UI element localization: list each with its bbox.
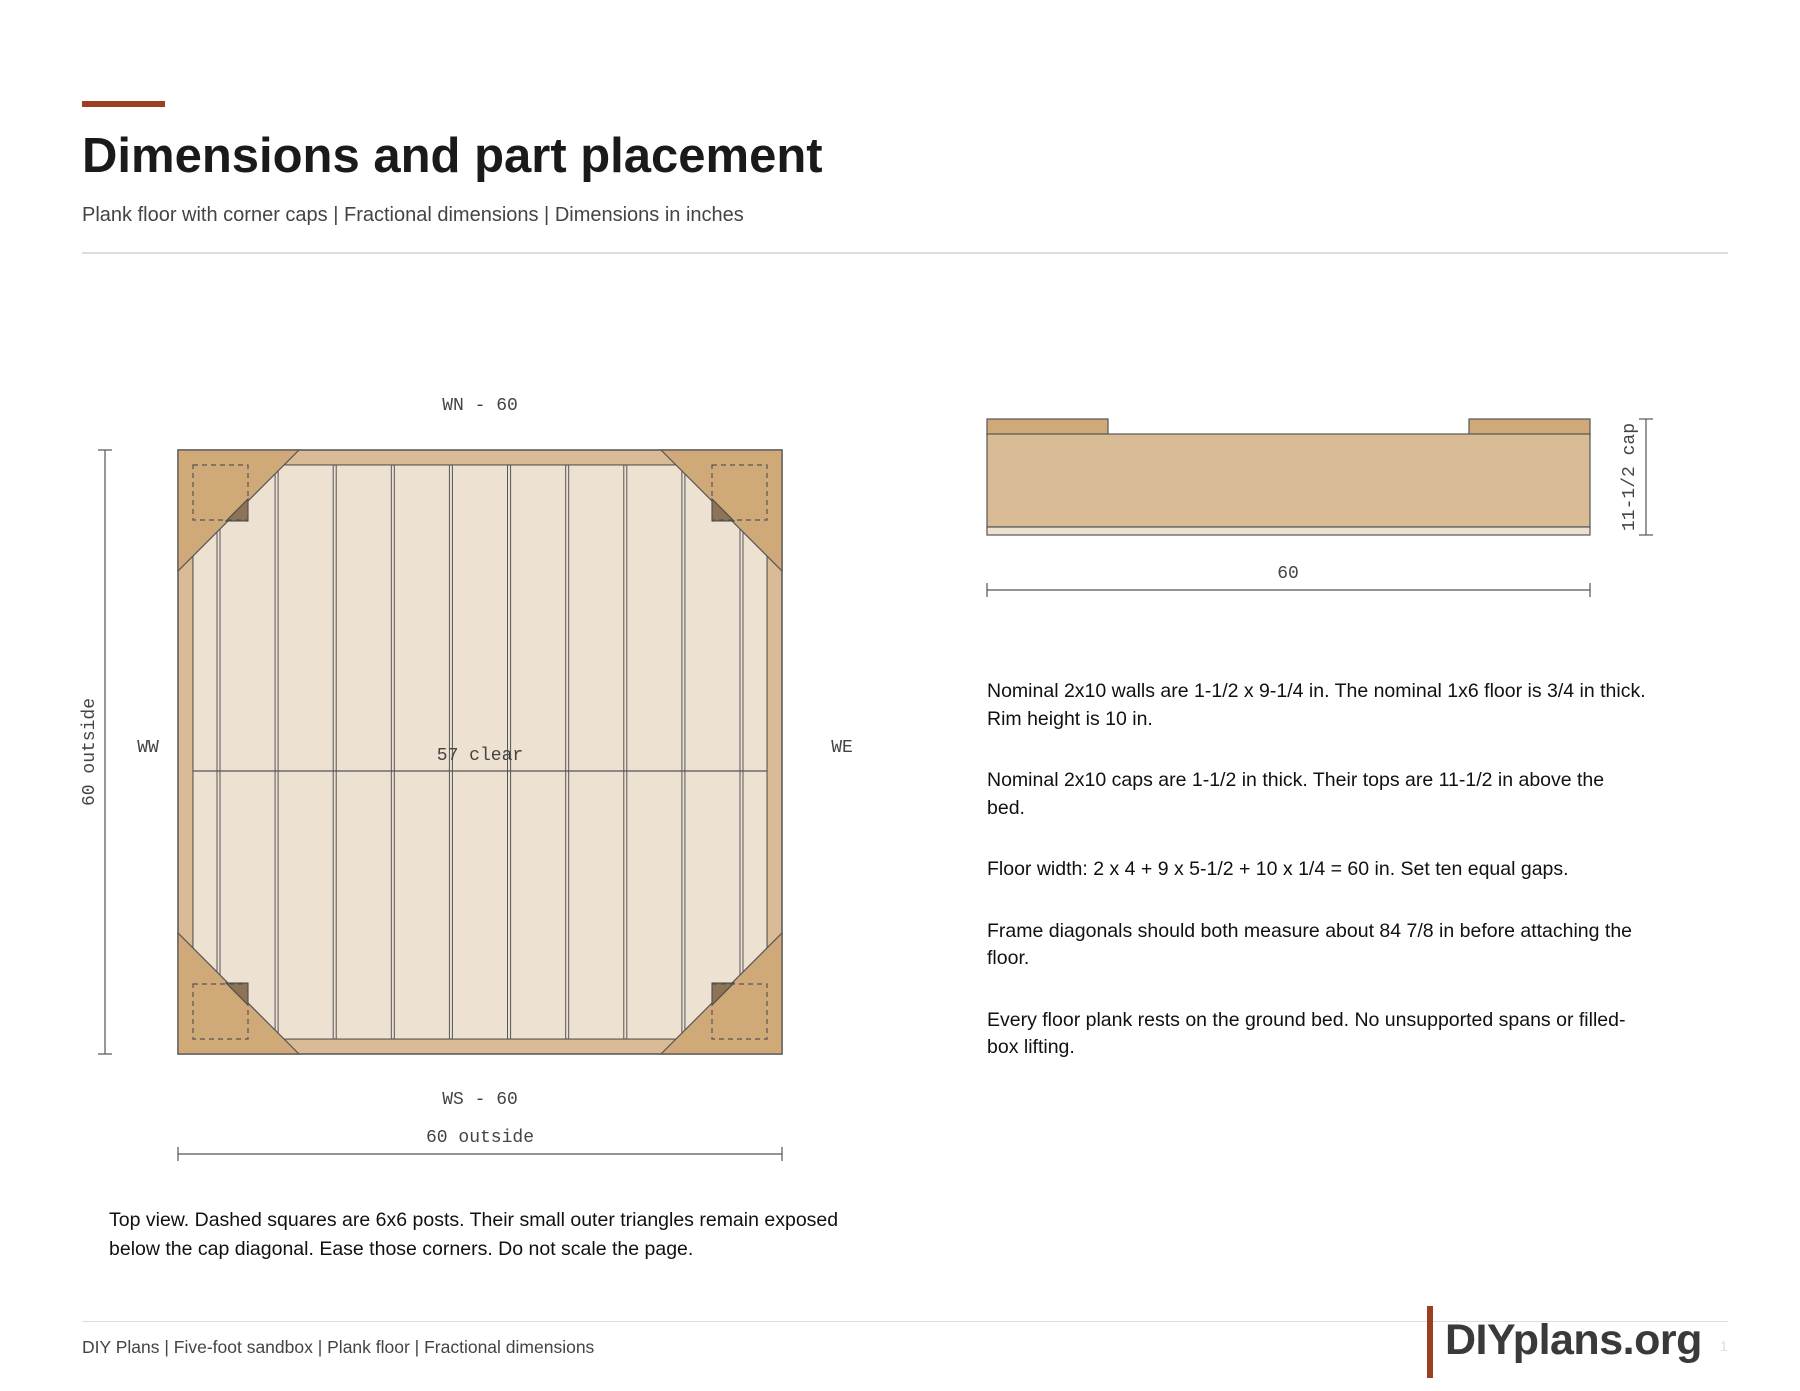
dim-height-label: 60 outside: [80, 697, 100, 807]
note-caps: Nominal 2x10 caps are 1-1/2 in thick. Their tops are 11-1/2 in above the bed.: [987, 769, 1605, 819]
side-wall: [987, 434, 1590, 527]
footer-text: DIY Plans | Five-foot sandbox | Plank floor | Fractional dimensions: [82, 1337, 595, 1357]
side-dim-length-label: 60: [1277, 564, 1299, 584]
dim-width-label: 60 outside: [425, 1128, 535, 1148]
label-south-wall: WS - 60: [442, 1090, 518, 1110]
label-clear-width: 57 clear: [436, 746, 524, 766]
side-dim-height-label: 11-1/2 cap: [1620, 422, 1640, 532]
top-view-caption: Top view. Dashed squares are 6x6 posts. Their small outer triangles remain exposed below the cap diagonal. Ease those corners. Do not scale the page.: [109, 1209, 839, 1260]
page-title: Dimensions and part placement: [82, 129, 823, 183]
side-cap-left: [987, 419, 1108, 435]
floor-plank: [336, 465, 391, 1039]
floor-plank: [220, 465, 275, 1039]
note-walls: Nominal 2x10 walls are 1-1/2 x 9-1/4 in. The nominal 1x6 floor is 3/4 in thick. Rim height is 10 in.: [987, 680, 1646, 730]
note-diagonals: Frame diagonals should both measure about 84 7/8 in before attaching the floor.: [987, 919, 1633, 969]
label-east-wall: WE: [831, 738, 853, 758]
site-logo[interactable]: DIYplans.org: [1445, 1316, 1702, 1364]
notes: [987, 678, 1647, 1096]
logo-accent-bar: [1427, 1306, 1433, 1378]
top-view: [80, 396, 853, 1161]
label-north-wall: WN - 60: [442, 396, 518, 416]
floor-plank: [685, 465, 740, 1039]
side-view: [987, 419, 1653, 597]
side-cap-right: [1469, 419, 1590, 435]
page-subtitle: Plank floor with corner caps | Fractional dimensions | Dimensions in inches: [82, 204, 744, 226]
page-number: 1: [1720, 1338, 1728, 1354]
note-floor-width: Floor width: 2 x 4 + 9 x 5-1/2 + 10 x 1/4 = 60 in. Set ten equal gaps.: [987, 858, 1569, 880]
note-support: Every floor plank rests on the ground bed. No unsupported spans or filled-box lifting.: [987, 1008, 1626, 1058]
floor-plank: [627, 465, 682, 1039]
side-floor: [987, 527, 1590, 535]
label-west-wall: WW: [137, 738, 159, 758]
floor-plank: [278, 465, 333, 1039]
floor-plank: [569, 465, 624, 1039]
